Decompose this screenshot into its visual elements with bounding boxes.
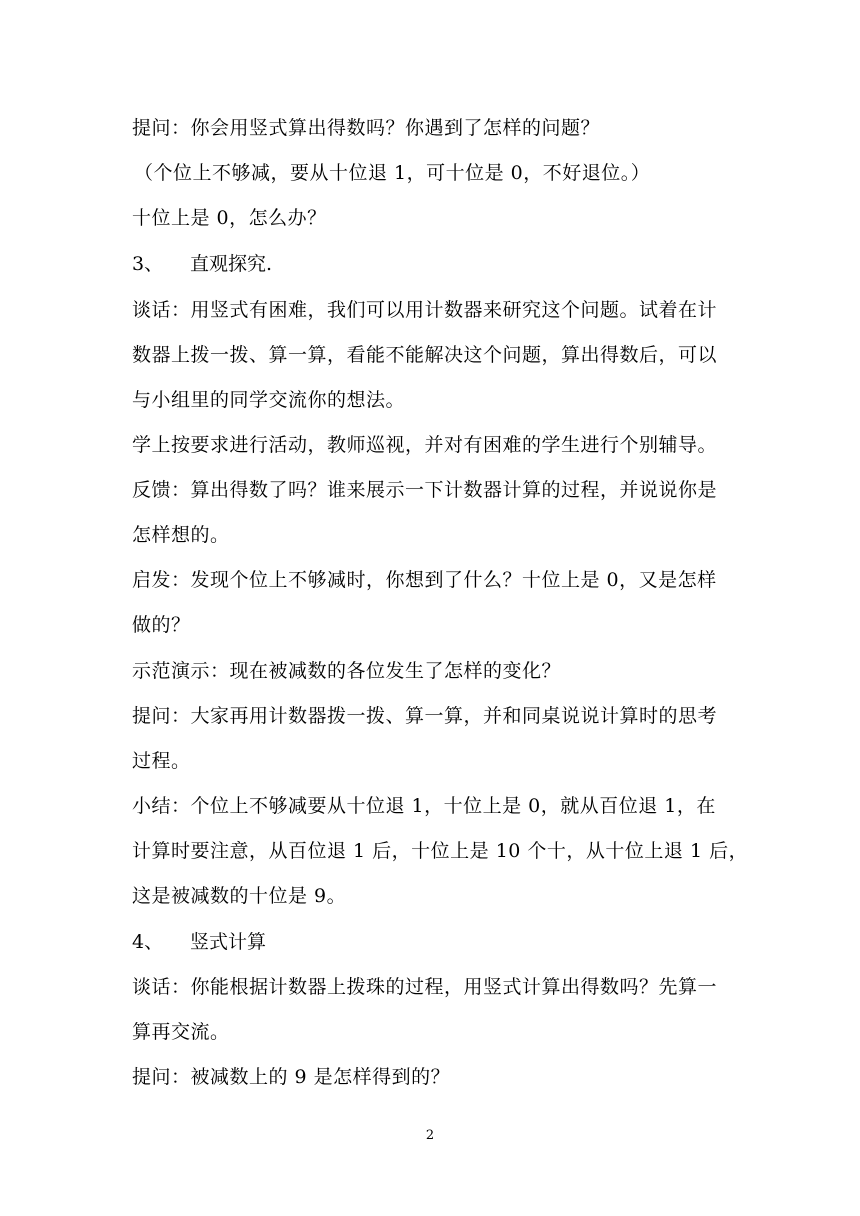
section-title: 直观探究.	[190, 253, 273, 275]
text-line: 提问：被减数上的 9 是怎样得到的？	[132, 1066, 451, 1088]
text-line: 数器上拨一拨、算一算，看能不能解决这个问题，算出得数后，可以	[132, 344, 718, 366]
text-line: 学上按要求进行活动，教师巡视，并对有困难的学生进行个别辅导。	[132, 434, 718, 456]
text-line: 谈话：用竖式有困难，我们可以用计数器来研究这个问题。试着在计	[132, 299, 718, 321]
text-line: 与小组里的同学交流你的想法。	[132, 389, 406, 411]
text-line: 小结：个位上不够减要从十位退 1，十位上是 0，就从百位退 1，在	[132, 795, 716, 817]
page-number: 2	[425, 1128, 435, 1143]
section-title: 竖式计算	[190, 931, 267, 953]
text-line: 怎样想的。	[132, 524, 230, 546]
text-line: 十位上是 0，怎么办？	[132, 207, 327, 229]
text-line: 谈话：你能根据计数器上拨珠的过程，用竖式计算出得数吗？先算一	[132, 976, 718, 998]
text-line: 反馈：算出得数了吗？谁来展示一下计数器计算的过程，并说说你是	[132, 479, 718, 501]
text-line: 过程。	[132, 750, 191, 772]
question-line: 提问：你会用竖式算出得数吗？你遇到了怎样的问题？	[132, 117, 601, 139]
text-line: 做的？	[132, 614, 191, 636]
section-number: 3、	[132, 253, 164, 275]
text-line: 提问：大家再用计数器拨一拨、算一算，并和同桌说说计算时的思考	[132, 705, 718, 727]
answer-note-line: （个位上不够减，要从十位退 1，可十位是 0，不好退位。）	[134, 162, 651, 184]
section-heading-3	[132, 252, 272, 276]
text-line: 启发：发现个位上不够减时，你想到了什么？十位上是 0，又是怎样	[132, 569, 717, 591]
text-line: 算再交流。	[132, 1021, 230, 1043]
text-line: 计算时要注意，从百位退 1 后，十位上是 10 个十，从十位上退 1 后，	[132, 840, 749, 862]
text-line: 示范演示：现在被减数的各位发生了怎样的变化？	[132, 660, 562, 682]
section-heading-4	[132, 930, 266, 954]
section-number: 4、	[132, 931, 164, 953]
text-line: 这是被减数的十位是 9。	[132, 885, 347, 907]
